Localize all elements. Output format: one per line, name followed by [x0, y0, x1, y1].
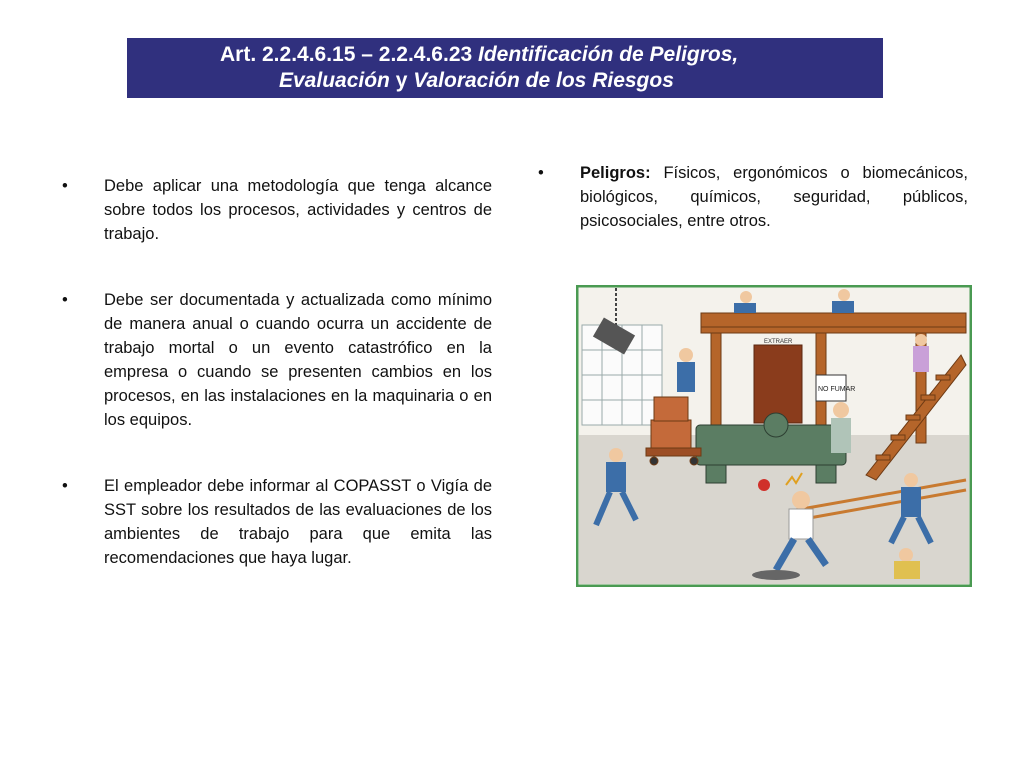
- title-line-2: [127, 68, 883, 94]
- bullet-text: Debe ser documentada y actualizada como mínimo de manera anual o cuando ocurra un accidente de trabajo mortal o un evento catastrófico en la empresa o cuando se presenten cambios en los procesos, en las instalaciones en la maquinaria o en los equipos.: [104, 291, 492, 429]
- worker-woman-stairs: [913, 334, 929, 372]
- peligros-text: Físicos, ergonómicos o biomecánicos, biológicos, químicos, seguridad, públicos, psicosociales, entre otros.: [580, 164, 968, 230]
- bullet-dot: •: [62, 477, 68, 495]
- right-column: [538, 161, 968, 233]
- left-column: [62, 174, 492, 570]
- open-manhole: [752, 570, 800, 580]
- sign-no-fumar: NO FUMAR: [818, 386, 856, 393]
- bullet-dot: •: [538, 164, 544, 182]
- peligros-label: Peligros:: [580, 164, 651, 182]
- bullet-item: [62, 288, 492, 432]
- bullet-text: El empleador debe informar al COPASST o Vigía de SST sobre los resultados de las evaluaciones de los ambientes de trabajo para que emita las recomendaciones que haya lugar.: [104, 477, 492, 567]
- title-article: Art. 2.2.4.6.15 – 2.2.4.6.23: [220, 43, 479, 66]
- title-line-1: [127, 42, 883, 68]
- title-identificacion: Identificación de Peligros,: [478, 43, 739, 66]
- bullet-item: [62, 174, 492, 246]
- title-conjunction: y: [389, 69, 414, 92]
- bullet-dot: •: [62, 177, 68, 195]
- worker-old-man: [831, 402, 851, 453]
- workshop-hazards-illustration: [576, 285, 972, 587]
- door: [754, 345, 802, 423]
- spilled-bucket: [758, 479, 770, 491]
- bullet-item: [62, 474, 492, 570]
- title-banner: [127, 38, 883, 98]
- sign-extractor: EXTRAER: [764, 339, 793, 345]
- bullet-dot: •: [62, 291, 68, 309]
- bullet-text: Debe aplicar una metodología que tenga alcance sobre todos los procesos, actividades y centros de trabajo.: [104, 177, 492, 243]
- title-valoracion: Valoración de los Riesgos: [413, 69, 674, 92]
- bullet-item-peligros: [538, 161, 968, 233]
- worker-on-crate: [677, 348, 695, 392]
- title-evaluacion: Evaluación: [279, 69, 390, 92]
